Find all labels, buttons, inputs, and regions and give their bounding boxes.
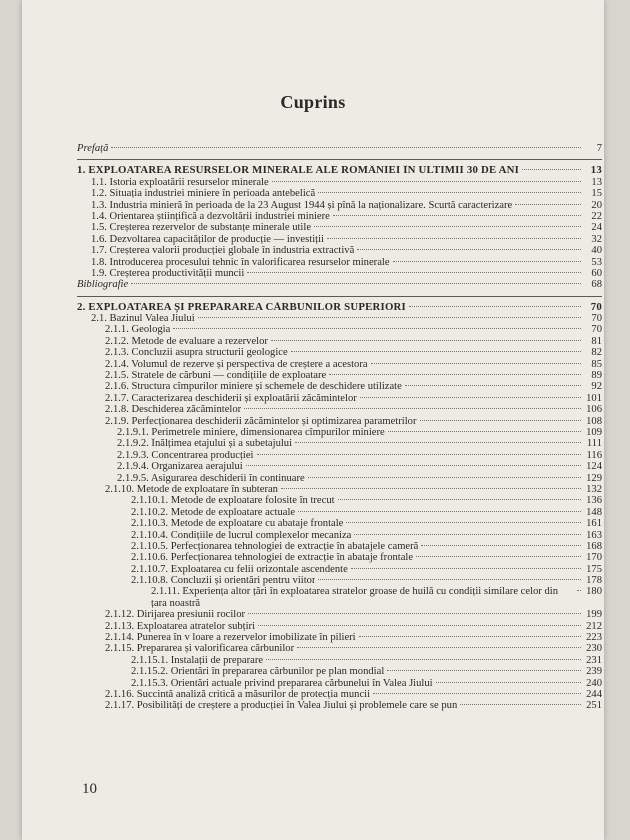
toc-entry-page: 244 — [586, 689, 602, 701]
toc-entry-page: 199 — [586, 609, 602, 621]
toc-entry-title: 2.1.6. Structura cîmpurilor miniere și schemele de deschidere utilizate — [105, 381, 402, 393]
toc-entry — [77, 200, 602, 211]
toc-entry-page: 108 — [586, 415, 602, 427]
toc-entry-title: 2.1.10.6. Perfecționarea tehnologiei de extracție în abataje frontale — [131, 552, 414, 564]
toc-entry-page: 168 — [586, 540, 602, 552]
toc-entry — [77, 643, 602, 654]
leader-dots — [393, 261, 581, 262]
book-page — [22, 0, 604, 840]
toc-entry-title: 2.1.10.5. Perfecționarea tehnologiei de extracție în abatajele cameră — [131, 540, 419, 552]
toc-entry-page: 89 — [591, 370, 602, 382]
toc-entry-title: 2.1.17. Posibilități de creștere a producției în Valea Jiului și problemele care se pun — [105, 700, 458, 712]
leader-dots — [272, 181, 581, 182]
toc-entry — [77, 257, 602, 268]
toc-entry-title: 2.1.8. Deschiderea zăcămintelor — [105, 404, 242, 416]
toc-entry-title: 2.1.9.5. Asigurarea deschiderii în continuare — [117, 472, 305, 484]
toc-entry-page: 20 — [591, 199, 602, 211]
leader-dots — [346, 522, 581, 523]
toc-entry — [77, 393, 602, 404]
toc-entry — [77, 381, 602, 392]
toc-entry — [77, 347, 602, 358]
toc-entry-page: 40 — [591, 245, 602, 257]
toc-entry-title: 1.3. Industria minieră în perioada de la 23 August 1944 și pînă la naționalizare. Scurtă caracterizare — [91, 199, 513, 211]
toc-entry-page: 22 — [591, 210, 602, 222]
leader-dots — [266, 659, 581, 660]
toc-entry-page: 24 — [591, 222, 602, 234]
toc-entry-title: 1.8. Introducerea procesului tehnic în valorificarea resurselor minerale — [91, 256, 390, 268]
toc-entry-page: 70 — [590, 300, 602, 313]
toc-entry-title: 1.1. Istoria exploatării resurselor minerale — [91, 176, 269, 188]
toc-entry-page: 111 — [586, 438, 602, 450]
leader-dots — [295, 442, 581, 443]
toc-entry-page: 68 — [591, 279, 602, 291]
toc-entry — [77, 165, 602, 176]
leader-dots — [329, 374, 581, 375]
toc-entry — [77, 222, 602, 233]
toc-entry — [77, 530, 602, 541]
toc-entry-page: 109 — [586, 427, 602, 438]
toc-entry — [77, 507, 602, 518]
toc-entry-page: 180 — [586, 586, 602, 598]
toc-entry-page: 251 — [586, 700, 602, 712]
toc-entry-page: 70 — [591, 313, 602, 325]
toc-entry-page: 53 — [591, 256, 602, 268]
toc-entry — [77, 370, 602, 381]
leader-dots — [111, 147, 581, 148]
toc-entry-title: 2.1. Bazinul Valea Jiului — [91, 313, 195, 325]
leader-dots — [515, 204, 581, 205]
leader-dots — [405, 385, 581, 386]
toc-entry — [77, 689, 602, 700]
toc-entry — [77, 450, 602, 461]
leader-dots — [246, 465, 581, 466]
toc-entry-title: 1.4. Orientarea științifică a dezvoltării industriei miniere — [91, 210, 330, 222]
leader-dots — [409, 306, 581, 307]
leader-dots — [460, 704, 581, 705]
toc-entry-page: 81 — [591, 335, 602, 347]
toc-entry — [77, 336, 602, 347]
leader-dots — [248, 613, 581, 614]
toc-entry-page: 116 — [586, 449, 602, 461]
toc-entry — [77, 234, 602, 245]
leader-dots — [577, 590, 581, 591]
toc-entry — [77, 279, 602, 290]
table-of-contents — [77, 143, 602, 712]
toc-entry-page: 132 — [586, 483, 602, 495]
toc-entry-page: 82 — [591, 347, 602, 359]
toc-entry-page: 240 — [586, 677, 602, 689]
leader-dots — [131, 283, 581, 284]
toc-entry-title: 2.1.5. Stratele de cărbuni — condițiile de exploatare — [105, 370, 327, 382]
leader-dots — [327, 238, 581, 239]
toc-entry-title: 1.7. Creșterea valorii producției globale în industria extractivă — [91, 245, 355, 257]
leader-dots — [198, 317, 581, 318]
toc-entry-page: 7 — [596, 143, 602, 154]
toc-entry — [77, 575, 602, 586]
toc-entry — [77, 143, 602, 154]
toc-entry-page: 178 — [586, 575, 602, 587]
toc-entry — [77, 564, 602, 575]
leader-dots — [271, 340, 581, 341]
leader-dots — [314, 226, 581, 227]
leader-dots — [388, 431, 581, 432]
toc-entry — [77, 541, 602, 552]
leader-dots — [257, 454, 582, 455]
toc-entry-title: 2.1.10.1. Metode de exploatare folosite în trecut — [131, 495, 335, 507]
toc-entry-page: 101 — [586, 392, 602, 404]
toc-entry-page: 106 — [586, 404, 602, 416]
toc-entry — [77, 461, 602, 472]
toc-entry — [77, 427, 602, 438]
toc-entry-title: 2. EXPLOATAREA ȘI PREPARAREA CĂRBUNILOR SUPERIORI — [77, 301, 406, 313]
toc-entry-title: 2.1.1. Geologia — [105, 324, 171, 336]
toc-entry-title: 2.1.16. Succintă analiză critică a măsurilor de protecția muncii — [105, 689, 371, 701]
leader-dots — [281, 488, 581, 489]
toc-entry — [77, 177, 602, 188]
toc-entry-page: 136 — [586, 495, 602, 507]
toc-entry-title: Bibliografie — [77, 279, 129, 291]
toc-entry-title: 2.1.11. Experiența altor țări în exploatarea stratelor groase de huilă cu condiții similare celor din țara noastră — [151, 586, 559, 609]
toc-entry-page: 70 — [591, 324, 602, 336]
leader-dots — [357, 249, 581, 250]
toc-entry-title: 2.1.13. Exploatarea atratelor subțiri — [105, 620, 256, 632]
leader-dots — [522, 169, 581, 170]
toc-entry-page: 239 — [586, 666, 602, 678]
leader-dots — [436, 682, 581, 683]
leader-dots — [351, 568, 581, 569]
toc-entry — [77, 666, 602, 677]
toc-entry — [77, 632, 602, 643]
toc-entry-page: 15 — [591, 188, 602, 200]
toc-entry-title: 1.9. Creșterea productivității muncii — [91, 267, 245, 279]
toc-entry-page: 32 — [591, 233, 602, 245]
leader-dots — [354, 534, 581, 535]
toc-entry — [77, 518, 602, 529]
toc-entry — [77, 324, 602, 335]
toc-entry-title: 2.1.10.4. Condițiile de lucrul complexelor mecaniza — [131, 529, 352, 541]
toc-entry — [77, 473, 602, 484]
toc-entry-page: 231 — [586, 654, 602, 666]
toc-entry-title: 2.1.15.2. Orientări în prepararea cărbunilor pe plan mondial — [131, 666, 385, 678]
toc-entry-title: 2.1.15.3. Orientări actuale privind prepararea cărbunelui în Valea Jiului — [131, 677, 433, 689]
toc-entry — [77, 586, 602, 609]
toc-entry — [77, 313, 602, 324]
toc-entry-title: 2.1.9. Perfecționarea deschiderii zăcămintelor și optimizarea parametrilor — [105, 415, 417, 427]
toc-entry-title: 2.1.10.7. Exploatarea cu felii orizontale ascendente — [131, 563, 348, 575]
toc-entry-title: 2.1.15. Prepararea și valorificarea cărbunilor — [105, 643, 295, 655]
toc-entry-page: 92 — [591, 381, 602, 393]
toc-entry — [77, 438, 602, 449]
toc-entry-title: 2.1.4. Volumul de rezerve și perspectiva de creștere a acestora — [105, 358, 368, 370]
toc-entry — [77, 302, 602, 313]
toc-entry — [77, 609, 602, 620]
leader-dots — [416, 556, 581, 557]
toc-entry-page: 212 — [586, 620, 602, 632]
leader-dots — [373, 693, 581, 694]
leader-dots — [258, 625, 581, 626]
toc-entry — [77, 495, 602, 506]
toc-entry — [77, 678, 602, 689]
toc-entry — [77, 700, 602, 711]
leader-dots — [298, 511, 581, 512]
leader-dots — [244, 408, 581, 409]
section-divider — [77, 296, 602, 297]
toc-entry-page: 223 — [586, 632, 602, 644]
toc-entry-title: 2.1.10.3. Metode de exploatare cu abataje frontale — [131, 518, 344, 530]
toc-entry-title: 1.6. Dezvoltarea capacităților de producție — investiții — [91, 233, 324, 245]
page-number: 10 — [82, 781, 97, 797]
toc-entry-page: 161 — [586, 518, 602, 530]
section-divider — [77, 159, 602, 160]
toc-entry-title: 1.2. Situația industriei miniere în perioada antebelică — [91, 188, 316, 200]
toc-entry-page: 13 — [590, 164, 602, 177]
toc-entry-title: Prefață — [77, 143, 109, 154]
leader-dots — [421, 545, 581, 546]
toc-entry-page: 129 — [586, 472, 602, 484]
toc-entry — [77, 416, 602, 427]
toc-entry — [77, 268, 602, 279]
toc-entry-page: 230 — [586, 643, 602, 655]
toc-entry — [77, 404, 602, 415]
toc-entry-title: 2.1.15.1. Instalații de preparare — [131, 654, 264, 666]
leader-dots — [387, 670, 581, 671]
toc-entry-title: 2.1.9.2. Înălțimea etajului și a subetajului — [117, 438, 293, 450]
toc-entry-title: 2.1.14. Punerea în v loare a rezervelor imobilizate în pilieri — [105, 632, 356, 644]
toc-entry-page: 13 — [591, 176, 602, 188]
leader-dots — [297, 647, 581, 648]
page-title: Cuprins — [280, 92, 346, 112]
leader-dots — [420, 420, 582, 421]
toc-entry-title: 2.1.9.3. Concentrarea producției — [117, 449, 254, 461]
toc-entry-page: 60 — [591, 267, 602, 279]
toc-entry-title: 2.1.2. Metode de evaluare a rezervelor — [105, 335, 268, 347]
toc-entry-title: 1.5. Creșterea rezervelor de substanțe minerale utile — [91, 222, 312, 234]
toc-entry — [77, 621, 602, 632]
toc-entry-page: 175 — [586, 563, 602, 575]
toc-entry-title: 1. EXPLOATAREA RESURSELOR MINERALE ALE ROMÂNIEI ÎN ULTIMII 30 DE ANI — [77, 165, 520, 177]
leader-dots — [333, 215, 581, 216]
leader-dots — [371, 363, 581, 364]
toc-entry — [77, 188, 602, 199]
toc-entry — [77, 359, 602, 370]
leader-dots — [359, 636, 581, 637]
leader-dots — [318, 192, 581, 193]
toc-entry-title: 2.1.12. Dirijarea presiunii rocilor — [105, 609, 246, 621]
toc-entry-page: 163 — [586, 529, 602, 541]
leader-dots — [360, 397, 581, 398]
toc-entry — [77, 484, 602, 495]
toc-entry-title: 2.1.10.2. Metode de exploatare actuale — [131, 506, 296, 518]
toc-entry-page: 148 — [586, 506, 602, 518]
toc-entry — [77, 655, 602, 666]
toc-entry-title: 2.1.10.8. Concluzii și orientări pentru viitor — [131, 575, 316, 587]
toc-entry-page: 170 — [586, 552, 602, 564]
toc-entry-title: 2.1.9.1. Perimetrele miniere, dimensionarea cîmpurilor miniere — [117, 427, 385, 438]
leader-dots — [338, 499, 581, 500]
leader-dots — [291, 351, 581, 352]
toc-entry-title: 2.1.3. Concluzii asupra structurii geologice — [105, 347, 288, 359]
toc-entry — [77, 245, 602, 256]
leader-dots — [247, 272, 581, 273]
toc-entry — [77, 552, 602, 563]
leader-dots — [173, 328, 581, 329]
toc-entry-title: 2.1.10. Metode de exploatare în subteran — [105, 483, 278, 495]
toc-entry-page: 124 — [586, 461, 602, 473]
toc-entry-title: 2.1.9.4. Organizarea aerajului — [117, 461, 243, 473]
toc-entry-title: 2.1.7. Caracterizarea deschiderii și exploatării zăcămintelor — [105, 392, 357, 404]
leader-dots — [308, 477, 581, 478]
toc-entry-page: 85 — [591, 358, 602, 370]
leader-dots — [318, 579, 581, 580]
toc-entry — [77, 211, 602, 222]
